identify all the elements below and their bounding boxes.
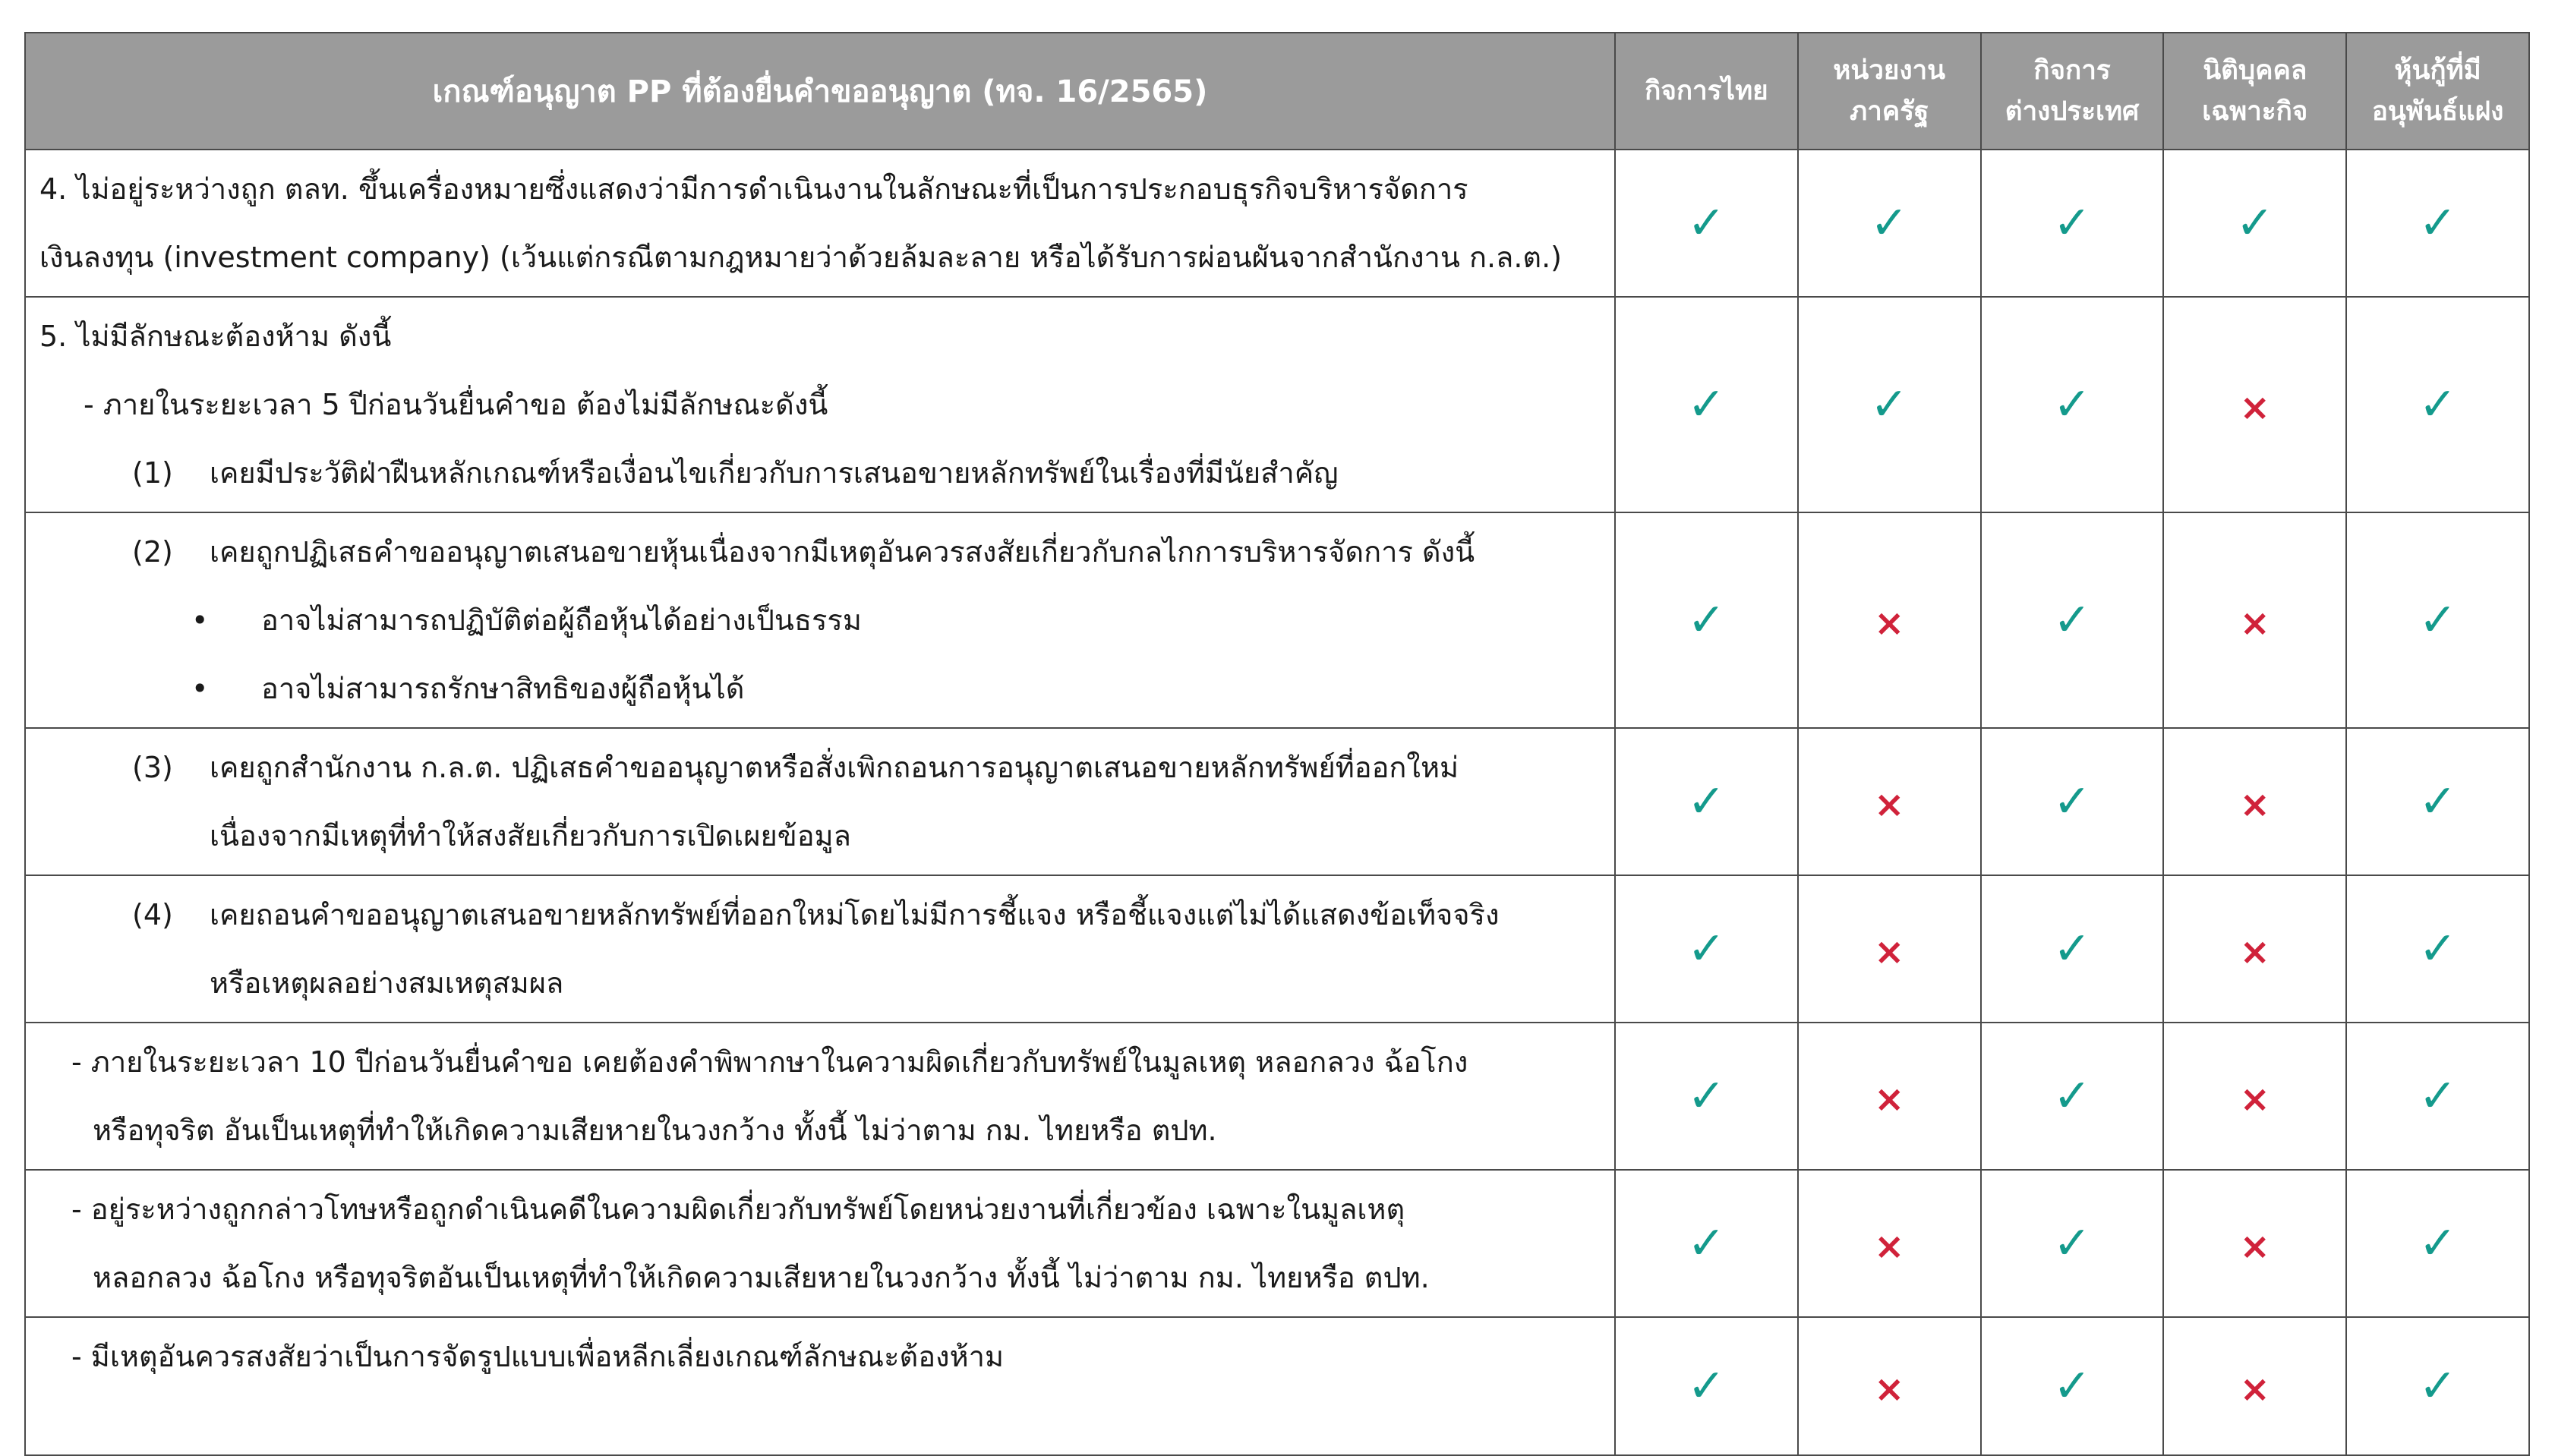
cross-icon: × bbox=[1874, 931, 1905, 973]
mark-cell bbox=[1798, 728, 1981, 875]
check-icon: ✓ bbox=[2052, 197, 2092, 250]
header-row bbox=[25, 33, 2529, 150]
column-header-line: กิจการ bbox=[2033, 55, 2111, 86]
check-icon: ✓ bbox=[2235, 197, 2274, 250]
cross-icon: × bbox=[2239, 1368, 2270, 1410]
item-text: เคยถูกปฏิเสธคำขออนุญาตเสนอขายหุ้นเนื่องจากมีเหตุอันควรสงสัยเกี่ยวกับกลไกการบริหารจัดการ ดังนี้ bbox=[210, 535, 1475, 569]
bullet-icon: • bbox=[191, 604, 209, 637]
check-icon: ✓ bbox=[1687, 1070, 1726, 1123]
criteria-line: - มีเหตุอันควรสงสัยว่าเป็นการจัดรูปแบบเพื่อหลีกเลี่ยงเกณฑ์ลักษณะต้องห้าม bbox=[71, 1340, 1005, 1373]
mark-cell bbox=[2163, 297, 2346, 512]
mark-cell bbox=[2346, 150, 2529, 297]
criteria-line: หรือเหตุผลอย่างสมเหตุสมผล bbox=[210, 966, 564, 1000]
column-header-foreign-company bbox=[1981, 33, 2164, 150]
item-text: เคยมีประวัติฝ่าฝืนหลักเกณฑ์หรือเงื่อนไขเกี่ยวกับการเสนอขายหลักทรัพย์ในเรื่องที่มีนัยสำคัญ bbox=[210, 456, 1339, 490]
check-icon: ✓ bbox=[2052, 1360, 2092, 1413]
criteria-cell bbox=[25, 1170, 1615, 1317]
mark-cell bbox=[1615, 297, 1798, 512]
criteria-line: - ภายในระยะเวลา 10 ปีก่อนวันยื่นคำขอ เคยต้องคำพิพากษาในความผิดเกี่ยวกับทรัพย์ในมูลเหตุ หลอกลวง ฉ้อโกง bbox=[71, 1045, 1468, 1079]
mark-cell bbox=[1615, 150, 1798, 297]
bullet-icon: • bbox=[191, 672, 209, 705]
cross-icon: × bbox=[2239, 602, 2270, 644]
check-icon: ✓ bbox=[2418, 1217, 2457, 1270]
check-icon: ✓ bbox=[1687, 197, 1726, 250]
check-icon: ✓ bbox=[2052, 922, 2092, 975]
mark-cell bbox=[1798, 1023, 1981, 1170]
mark-cell bbox=[1798, 875, 1981, 1023]
cross-icon: × bbox=[1874, 1078, 1905, 1120]
table-row bbox=[25, 297, 2529, 512]
mark-cell bbox=[2346, 1317, 2529, 1455]
mark-cell bbox=[2163, 1023, 2346, 1170]
table-row bbox=[25, 875, 2529, 1023]
criteria-cell bbox=[25, 297, 1615, 512]
column-header-line: หน่วยงาน bbox=[1833, 55, 1946, 86]
table-row bbox=[25, 1317, 2529, 1455]
item-number: (3) bbox=[132, 751, 173, 784]
criteria-line: - ภายในระยะเวลา 5 ปีก่อนวันยื่นคำขอ ต้องไม่มีลักษณะดังนี้ bbox=[84, 388, 828, 421]
column-header-line: นิติบุคคล bbox=[2203, 55, 2307, 86]
item-number: (1) bbox=[132, 456, 173, 490]
mark-cell bbox=[2163, 728, 2346, 875]
check-icon: ✓ bbox=[2052, 378, 2092, 431]
check-icon: ✓ bbox=[2418, 594, 2457, 647]
column-header-line: กิจการไทย bbox=[1645, 75, 1768, 106]
mark-cell bbox=[1798, 512, 1981, 728]
criteria-line: 5. ไม่มีลักษณะต้องห้าม ดังนี้ bbox=[39, 320, 392, 353]
criteria-line: หลอกลวง ฉ้อโกง หรือทุจริตอันเป็นเหตุที่ทำให้เกิดความเสียหายในวงกว้าง ทั้งนี้ ไม่ว่าตาม กม. ไทยหรือ ตปท. bbox=[93, 1261, 1430, 1294]
criteria-line: - อยู่ระหว่างถูกกล่าวโทษหรือถูกดำเนินคดีในความผิดเกี่ยวกับทรัพย์โดยหน่วยงานที่เกี่ยวข้อง เฉพาะในมูลเหตุ bbox=[71, 1193, 1405, 1226]
mark-cell bbox=[2163, 1317, 2346, 1455]
criteria-cell bbox=[25, 1317, 1615, 1455]
criteria-cell bbox=[25, 150, 1615, 297]
criteria-line bbox=[39, 733, 1601, 802]
item-number: (2) bbox=[132, 535, 173, 569]
check-icon: ✓ bbox=[2418, 775, 2457, 828]
mark-cell bbox=[1615, 1317, 1798, 1455]
mark-cell bbox=[2346, 728, 2529, 875]
mark-cell bbox=[1615, 875, 1798, 1023]
check-icon: ✓ bbox=[2052, 775, 2092, 828]
column-header-structured-notes bbox=[2346, 33, 2529, 150]
mark-cell bbox=[1798, 1317, 1981, 1455]
column-header-line: ภาครัฐ bbox=[1850, 96, 1929, 127]
cross-icon: × bbox=[2239, 1078, 2270, 1120]
mark-cell bbox=[2346, 1023, 2529, 1170]
mark-cell bbox=[1981, 1170, 2164, 1317]
check-icon: ✓ bbox=[2418, 197, 2457, 250]
cross-icon: × bbox=[1874, 1368, 1905, 1410]
mark-cell bbox=[2346, 1170, 2529, 1317]
mark-cell bbox=[1798, 150, 1981, 297]
mark-cell bbox=[1981, 1023, 2164, 1170]
check-icon: ✓ bbox=[2418, 922, 2457, 975]
item-text: เคยถอนคำขออนุญาตเสนอขายหลักทรัพย์ที่ออกใหม่โดยไม่มีการชี้แจง หรือชี้แจงแต่ไม่ได้แสดงข้อเท็จจริง bbox=[210, 898, 1500, 931]
criteria-line bbox=[39, 881, 1601, 949]
cross-icon: × bbox=[2239, 783, 2270, 826]
cross-icon: × bbox=[1874, 602, 1905, 644]
check-icon: ✓ bbox=[1870, 378, 1909, 431]
criteria-line bbox=[39, 586, 1601, 654]
check-icon: ✓ bbox=[1687, 1217, 1726, 1270]
criteria-line: เนื่องจากมีเหตุที่ทำให้สงสัยเกี่ยวกับการเปิดเผยข้อมูล bbox=[210, 819, 851, 852]
check-icon: ✓ bbox=[1687, 378, 1726, 431]
bullet-text: อาจไม่สามารถปฏิบัติต่อผู้ถือหุ้นได้อย่างเป็นธรรม bbox=[261, 604, 862, 637]
mark-cell bbox=[1981, 512, 2164, 728]
column-header-government-agency bbox=[1798, 33, 1981, 150]
criteria-line: หรือทุจริต อันเป็นเหตุที่ทำให้เกิดความเสียหายในวงกว้าง ทั้งนี้ ไม่ว่าตาม กม. ไทยหรือ ตปท. bbox=[93, 1114, 1217, 1147]
check-icon: ✓ bbox=[2418, 378, 2457, 431]
item-text: เคยถูกสำนักงาน ก.ล.ต. ปฏิเสธคำขออนุญาตหรือสั่งเพิกถอนการอนุญาตเสนอขายหลักทรัพย์ที่ออกใหม่ bbox=[210, 751, 1459, 784]
check-icon: ✓ bbox=[1687, 775, 1726, 828]
column-header-thai-company bbox=[1615, 33, 1798, 150]
mark-cell bbox=[1981, 875, 2164, 1023]
mark-cell bbox=[2163, 150, 2346, 297]
table-row bbox=[25, 150, 2529, 297]
criteria-line: 4. ไม่อยู่ระหว่างถูก ตลท. ขึ้นเครื่องหมายซึ่งแสดงว่ามีการดำเนินงานในลักษณะที่เป็นการประกอบธุรกิจบริหารจัดการ bbox=[39, 172, 1468, 206]
check-icon: ✓ bbox=[1870, 197, 1909, 250]
mark-cell bbox=[1798, 1170, 1981, 1317]
criteria-line bbox=[39, 654, 1601, 723]
criteria-line: เงินลงทุน (investment company) (เว้นแต่กรณีตามกฎหมายว่าด้วยล้มละลาย หรือได้รับการผ่อนผันจากสำนักงาน ก.ล.ต.) bbox=[39, 241, 1562, 274]
mark-cell bbox=[1615, 1170, 1798, 1317]
check-icon: ✓ bbox=[1687, 594, 1726, 647]
table-title: เกณฑ์อนุญาต PP ที่ต้องยื่นคำขออนุญาต (ทจ. 16/2565) bbox=[25, 33, 1615, 150]
criteria-cell bbox=[25, 728, 1615, 875]
table-row bbox=[25, 728, 2529, 875]
bullet-text: อาจไม่สามารถรักษาสิทธิของผู้ถือหุ้นได้ bbox=[261, 672, 745, 705]
mark-cell bbox=[2346, 512, 2529, 728]
table-row bbox=[25, 1170, 2529, 1317]
column-header-special-purpose-vehicle bbox=[2163, 33, 2346, 150]
mark-cell bbox=[1981, 1317, 2164, 1455]
mark-cell bbox=[1615, 512, 1798, 728]
mark-cell bbox=[1798, 297, 1981, 512]
cross-icon: × bbox=[2239, 1225, 2270, 1268]
criteria-cell bbox=[25, 875, 1615, 1023]
check-icon: ✓ bbox=[2052, 1070, 2092, 1123]
mark-cell bbox=[2163, 1170, 2346, 1317]
mark-cell bbox=[1981, 150, 2164, 297]
mark-cell bbox=[1615, 728, 1798, 875]
mark-cell bbox=[2346, 297, 2529, 512]
mark-cell bbox=[2346, 875, 2529, 1023]
check-icon: ✓ bbox=[1687, 922, 1726, 975]
criteria-line bbox=[39, 439, 1601, 507]
criteria-line bbox=[39, 518, 1601, 586]
check-icon: ✓ bbox=[2418, 1360, 2457, 1413]
check-icon: ✓ bbox=[2052, 594, 2092, 647]
mark-cell bbox=[2163, 512, 2346, 728]
mark-cell bbox=[1981, 297, 2164, 512]
criteria-table-container bbox=[24, 32, 2528, 1456]
cross-icon: × bbox=[2239, 931, 2270, 973]
column-header-line: อนุพันธ์แฝง bbox=[2371, 96, 2504, 127]
column-header-line: เฉพาะกิจ bbox=[2202, 96, 2308, 127]
mark-cell bbox=[2163, 875, 2346, 1023]
cross-icon: × bbox=[1874, 1225, 1905, 1268]
mark-cell bbox=[1615, 1023, 1798, 1170]
criteria-table bbox=[24, 32, 2530, 1456]
check-icon: ✓ bbox=[1687, 1360, 1726, 1413]
criteria-cell bbox=[25, 1023, 1615, 1170]
item-number: (4) bbox=[132, 898, 173, 931]
table-row bbox=[25, 512, 2529, 728]
column-header-line: หุ้นกู้ที่มี bbox=[2394, 55, 2481, 86]
check-icon: ✓ bbox=[2418, 1070, 2457, 1123]
check-icon: ✓ bbox=[2052, 1217, 2092, 1270]
mark-cell bbox=[1981, 728, 2164, 875]
criteria-cell bbox=[25, 512, 1615, 728]
cross-icon: × bbox=[1874, 783, 1905, 826]
column-header-line: ต่างประเทศ bbox=[2005, 96, 2140, 127]
table-row bbox=[25, 1023, 2529, 1170]
cross-icon: × bbox=[2239, 386, 2270, 429]
